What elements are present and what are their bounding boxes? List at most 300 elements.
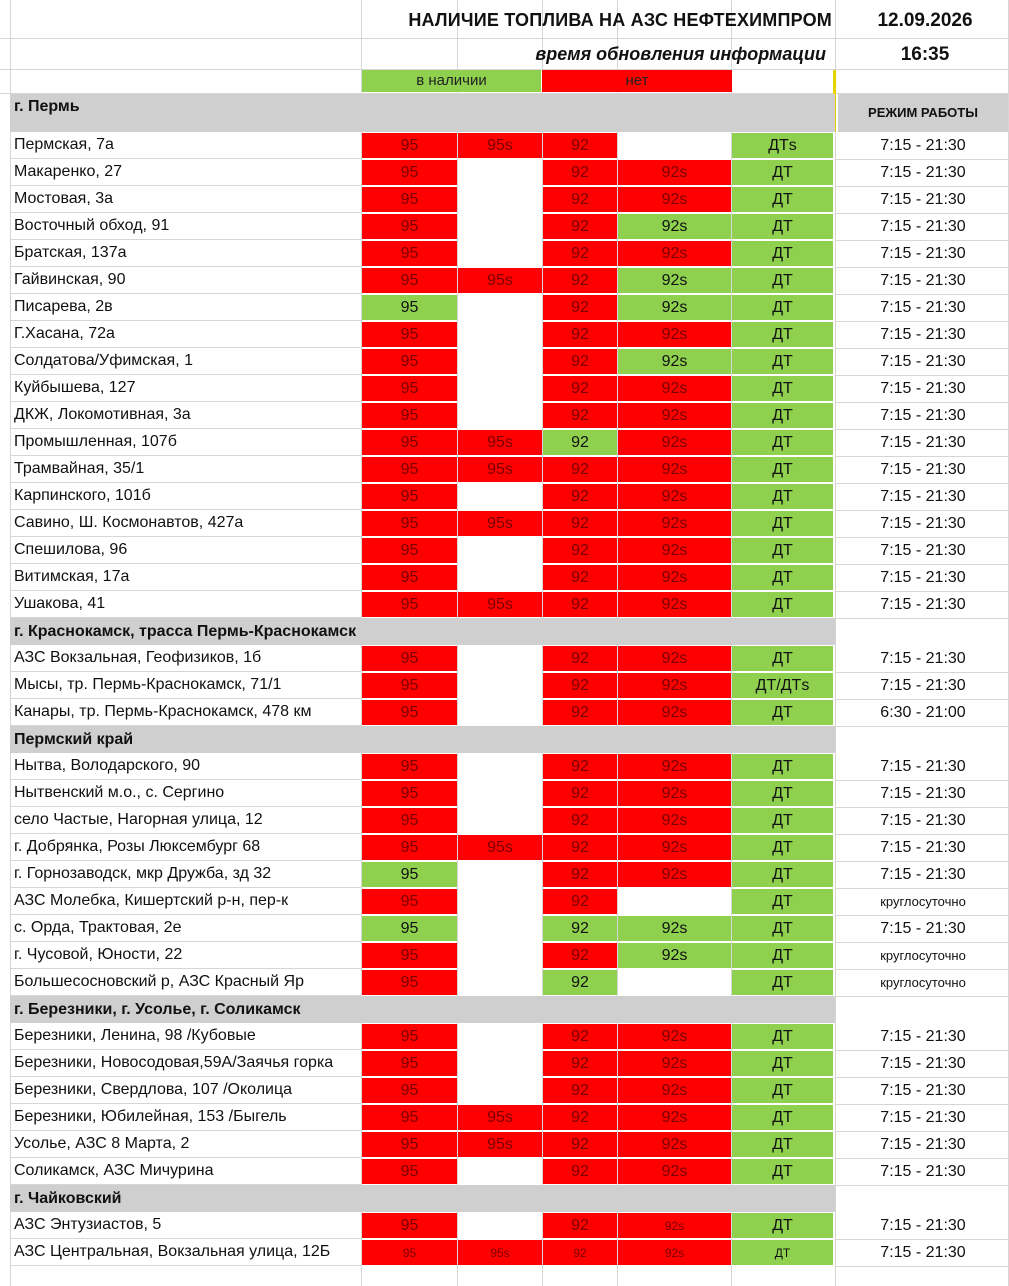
fuel-95s-cell	[458, 214, 542, 239]
grid-row-line	[835, 1185, 1009, 1186]
station-row	[10, 402, 835, 429]
working-hours: 7:15 - 21:30	[880, 1081, 966, 1099]
station-name: Витимская, 17а	[10, 564, 361, 591]
fuel-95s-cell	[458, 295, 542, 320]
fuel-92-cell: 92	[543, 268, 617, 293]
fuel-92s-cell: 92s	[618, 1132, 731, 1157]
working-hours: 7:15 - 21:30	[880, 649, 966, 667]
station-name: Макаренко, 27	[10, 159, 361, 186]
fuel-95-cell: 95	[362, 943, 457, 968]
fuel-95s-cell: 95s	[458, 592, 542, 617]
working-hours: 7:15 - 21:30	[880, 1135, 966, 1153]
fuel-dt-cell: ДТ	[732, 241, 833, 266]
grid-row-line	[835, 996, 1009, 997]
working-hours: круглосуточно	[880, 948, 966, 963]
fuel-92-cell: 92	[543, 970, 617, 995]
working-hours: 7:15 - 21:30	[880, 1054, 966, 1072]
station-row	[10, 213, 835, 240]
station-name: Промышленная, 107б	[10, 429, 361, 456]
fuel-dt-cell: ДТ	[732, 349, 833, 374]
working-hours: 7:15 - 21:30	[880, 244, 966, 262]
fuel-92s-cell: 92s	[618, 943, 731, 968]
fuel-dt-cell: ДТ	[732, 484, 833, 509]
fuel-95-cell: 95	[362, 484, 457, 509]
working-hours: 7:15 - 21:30	[880, 568, 966, 586]
fuel-92s-cell: 92s	[618, 835, 731, 860]
station-name: г. Горнозаводск, мкр Дружба, зд 32	[10, 861, 361, 888]
station-row	[10, 564, 835, 591]
fuel-92s-cell: 92s	[618, 403, 731, 428]
grid-row-line	[835, 1266, 1009, 1267]
station-row	[10, 969, 835, 996]
station-row	[10, 780, 835, 807]
fuel-92s-cell: 92s	[618, 457, 731, 482]
station-name: с. Орда, Трактовая, 2е	[10, 915, 361, 942]
fuel-dt-cell: ДТ	[732, 646, 833, 671]
fuel-92-cell: 92	[543, 781, 617, 806]
grid-row-line	[0, 38, 1009, 39]
working-hours: 7:15 - 21:30	[880, 541, 966, 559]
fuel-dt-cell: ДТ/ДТs	[732, 673, 833, 698]
fuel-92-cell: 92	[543, 1240, 617, 1265]
fuel-95s-cell	[458, 916, 542, 941]
fuel-92s-cell: 92s	[618, 646, 731, 671]
working-hours: 7:15 - 21:30	[880, 919, 966, 937]
working-hours: 7:15 - 21:30	[880, 163, 966, 181]
fuel-dt-cell: ДТ	[732, 430, 833, 455]
fuel-92-cell: 92	[543, 889, 617, 914]
fuel-92-cell: 92	[543, 511, 617, 536]
station-name: Большесосновский р, АЗС Красный Яр	[10, 969, 361, 996]
working-hours: 6:30 - 21:00	[880, 703, 966, 721]
fuel-95s-cell	[458, 1024, 542, 1049]
station-name: Солдатова/Уфимская, 1	[10, 348, 361, 375]
working-hours: круглосуточно	[880, 975, 966, 990]
fuel-92-cell: 92	[543, 808, 617, 833]
station-name: г. Добрянка, Розы Люксембург 68	[10, 834, 361, 861]
fuel-92-cell: 92	[543, 862, 617, 887]
fuel-dt-cell: ДТ	[732, 889, 833, 914]
grid-row-line	[835, 726, 1009, 727]
fuel-95s-cell	[458, 1213, 542, 1238]
fuel-95s-cell	[458, 862, 542, 887]
fuel-95-cell: 95	[362, 1240, 457, 1265]
fuel-92-cell: 92	[543, 673, 617, 698]
station-name: Нытва, Володарского, 90	[10, 753, 361, 780]
fuel-92-cell: 92	[543, 322, 617, 347]
fuel-95-cell: 95	[362, 862, 457, 887]
fuel-95s-cell	[458, 538, 542, 563]
fuel-92s-cell: 92s	[618, 565, 731, 590]
fuel-92-cell: 92	[543, 214, 617, 239]
fuel-dt-cell: ДТ	[732, 1159, 833, 1184]
fuel-dt-cell: ДТ	[732, 268, 833, 293]
fuel-92s-cell: 92s	[618, 214, 731, 239]
fuel-92s-cell: 92s	[618, 592, 731, 617]
station-row	[10, 510, 835, 537]
fuel-95s-cell	[458, 403, 542, 428]
station-row	[10, 321, 835, 348]
fuel-92s-cell: 92s	[618, 1240, 731, 1265]
working-hours: 7:15 - 21:30	[880, 325, 966, 343]
fuel-92-cell: 92	[543, 295, 617, 320]
fuel-95s-cell	[458, 943, 542, 968]
station-name: Восточный обход, 91	[10, 213, 361, 240]
region-header: г. Краснокамск, трасса Пермь-Краснокамск	[10, 618, 835, 645]
working-hours: круглосуточно	[880, 894, 966, 909]
fuel-95s-cell	[458, 673, 542, 698]
fuel-dt-cell: ДТ	[732, 781, 833, 806]
fuel-95-cell: 95	[362, 808, 457, 833]
fuel-92-cell: 92	[543, 187, 617, 212]
fuel-dt-cell: ДТ	[732, 808, 833, 833]
station-name: Мысы, тр. Пермь-Краснокамск, 71/1	[10, 672, 361, 699]
station-name: Усолье, АЗС 8 Марта, 2	[10, 1131, 361, 1158]
fuel-95s-cell	[458, 484, 542, 509]
fuel-dt-cell: ДТ	[732, 754, 833, 779]
station-name: АЗС Центральная, Вокзальная улица, 12Б	[10, 1239, 361, 1266]
fuel-dt-cell: ДТ	[732, 943, 833, 968]
fuel-95s-cell	[458, 700, 542, 725]
region-header: г. Чайковский	[10, 1185, 835, 1212]
fuel-95s-cell: 95s	[458, 511, 542, 536]
fuel-95-cell: 95	[362, 187, 457, 212]
station-name: АЗС Энтузиастов, 5	[10, 1212, 361, 1239]
working-hours: 7:15 - 21:30	[880, 676, 966, 694]
working-hours: 7:15 - 21:30	[880, 271, 966, 289]
fuel-92s-cell: 92s	[618, 376, 731, 401]
fuel-95s-cell	[458, 781, 542, 806]
fuel-dt-cell: ДТ	[732, 916, 833, 941]
fuel-95-cell: 95	[362, 646, 457, 671]
fuel-95-cell: 95	[362, 592, 457, 617]
fuel-92-cell: 92	[543, 565, 617, 590]
fuel-95-cell: 95	[362, 1105, 457, 1130]
fuel-dt-cell: ДТ	[732, 700, 833, 725]
fuel-95-cell: 95	[362, 376, 457, 401]
fuel-95-cell: 95	[362, 403, 457, 428]
fuel-92s-cell	[618, 889, 731, 914]
working-hours: 7:15 - 21:30	[880, 406, 966, 424]
fuel-92s-cell: 92s	[618, 916, 731, 941]
station-name: Карпинского, 101б	[10, 483, 361, 510]
fuel-92s-cell: 92s	[618, 430, 731, 455]
fuel-95s-cell: 95s	[458, 1132, 542, 1157]
fuel-92s-cell: 92s	[618, 295, 731, 320]
update-date: 12.09.2026	[877, 10, 973, 31]
station-row	[10, 672, 835, 699]
station-row	[10, 699, 835, 726]
fuel-dt-cell: ДТ	[732, 835, 833, 860]
fuel-95s-cell: 95s	[458, 457, 542, 482]
station-name: Мостовая, 3а	[10, 186, 361, 213]
fuel-dt-cell: ДТ	[732, 1105, 833, 1130]
fuel-92s-cell: 92s	[618, 511, 731, 536]
fuel-92-cell: 92	[543, 700, 617, 725]
station-name: Березники, Свердлова, 107 /Околица	[10, 1077, 361, 1104]
fuel-92s-cell: 92s	[618, 754, 731, 779]
update-time-label: время обновления информации	[535, 44, 826, 64]
fuel-92-cell: 92	[543, 484, 617, 509]
station-name: Березники, Юбилейная, 153 /Быгель	[10, 1104, 361, 1131]
fuel-dt-cell: ДТ	[732, 1213, 833, 1238]
fuel-95s-cell: 95s	[458, 133, 542, 158]
station-row	[10, 1158, 835, 1185]
fuel-dt-cell: ДТ	[732, 1051, 833, 1076]
fuel-95-cell: 95	[362, 1051, 457, 1076]
station-row	[10, 267, 835, 294]
fuel-95-cell: 95	[362, 1159, 457, 1184]
fuel-92-cell: 92	[543, 1078, 617, 1103]
fuel-dt-cell: ДТ	[732, 295, 833, 320]
fuel-92s-cell: 92s	[618, 1213, 731, 1238]
working-hours: 7:15 - 21:30	[880, 757, 966, 775]
fuel-95-cell: 95	[362, 133, 457, 158]
station-row	[10, 294, 835, 321]
station-row	[10, 834, 835, 861]
working-hours: 7:15 - 21:30	[880, 1243, 966, 1261]
fuel-92-cell: 92	[543, 133, 617, 158]
fuel-92s-cell: 92s	[618, 781, 731, 806]
working-hours: 7:15 - 21:30	[880, 1108, 966, 1126]
station-row	[10, 240, 835, 267]
fuel-dt-cell: ДТ	[732, 1240, 833, 1265]
station-row	[10, 429, 835, 456]
station-row	[10, 915, 835, 942]
fuel-92-cell: 92	[543, 403, 617, 428]
legend-available: в наличии	[362, 70, 541, 92]
working-hours: 7:15 - 21:30	[880, 487, 966, 505]
station-name: Ушакова, 41	[10, 591, 361, 618]
fuel-dt-cell: ДТ	[732, 970, 833, 995]
fuel-92s-cell: 92s	[618, 862, 731, 887]
fuel-92s-cell: 92s	[618, 1159, 731, 1184]
station-name: Гайвинская, 90	[10, 267, 361, 294]
station-row	[10, 456, 835, 483]
fuel-95s-cell	[458, 646, 542, 671]
fuel-92s-cell: 92s	[618, 268, 731, 293]
working-hours: 7:15 - 21:30	[880, 1162, 966, 1180]
fuel-95-cell: 95	[362, 781, 457, 806]
fuel-95-cell: 95	[362, 322, 457, 347]
fuel-92-cell: 92	[543, 916, 617, 941]
fuel-92-cell: 92	[543, 646, 617, 671]
fuel-dt-cell: ДТ	[732, 214, 833, 239]
fuel-95-cell: 95	[362, 889, 457, 914]
fuel-95-cell: 95	[362, 1024, 457, 1049]
fuel-95-cell: 95	[362, 538, 457, 563]
fuel-92s-cell: 92s	[618, 187, 731, 212]
working-hours: 7:15 - 21:30	[880, 811, 966, 829]
station-name: Пермская, 7а	[10, 132, 361, 159]
fuel-95s-cell	[458, 322, 542, 347]
fuel-92s-cell: 92s	[618, 673, 731, 698]
fuel-dt-cell: ДТ	[732, 1024, 833, 1049]
station-row	[10, 1023, 835, 1050]
fuel-95-cell: 95	[362, 970, 457, 995]
fuel-95s-cell: 95s	[458, 430, 542, 455]
region-header: Пермский край	[10, 726, 835, 753]
fuel-95s-cell	[458, 970, 542, 995]
station-row	[10, 942, 835, 969]
station-name: Березники, Ленина, 98 /Кубовые	[10, 1023, 361, 1050]
fuel-92s-cell: 92s	[618, 1078, 731, 1103]
station-name: Канары, тр. Пермь-Краснокамск, 478 км	[10, 699, 361, 726]
fuel-95-cell: 95	[362, 565, 457, 590]
fuel-95-cell: 95	[362, 295, 457, 320]
fuel-95-cell: 95	[362, 457, 457, 482]
working-hours: 7:15 - 21:30	[880, 865, 966, 883]
working-hours: 7:15 - 21:30	[880, 784, 966, 802]
station-row	[10, 132, 835, 159]
fuel-92s-cell: 92s	[618, 322, 731, 347]
update-time: 16:35	[900, 44, 950, 65]
station-name: АЗС Вокзальная, Геофизиков, 1б	[10, 645, 361, 672]
working-hours: 7:15 - 21:30	[880, 838, 966, 856]
station-row	[10, 159, 835, 186]
fuel-dt-cell: ДТ	[732, 457, 833, 482]
station-row	[10, 348, 835, 375]
fuel-92-cell: 92	[543, 349, 617, 374]
fuel-95s-cell: 95s	[458, 268, 542, 293]
fuel-92s-cell: 92s	[618, 1024, 731, 1049]
station-name: Соликамск, АЗС Мичурина	[10, 1158, 361, 1185]
fuel-92-cell: 92	[543, 754, 617, 779]
working-hours: 7:15 - 21:30	[880, 190, 966, 208]
fuel-dt-cell: ДТ	[732, 511, 833, 536]
fuel-95s-cell	[458, 889, 542, 914]
station-name: АЗС Молебка, Кишертский р-н, пер-к	[10, 888, 361, 915]
station-row	[10, 1077, 835, 1104]
fuel-95-cell: 95	[362, 214, 457, 239]
fuel-dt-cell: ДТ	[732, 1078, 833, 1103]
grid-column-line	[835, 0, 836, 1286]
station-row	[10, 1131, 835, 1158]
fuel-95s-cell: 95s	[458, 835, 542, 860]
fuel-95-cell: 95	[362, 268, 457, 293]
working-hours: 7:15 - 21:30	[880, 217, 966, 235]
station-name: Г.Хасана, 72а	[10, 321, 361, 348]
fuel-92-cell: 92	[543, 592, 617, 617]
fuel-95s-cell	[458, 808, 542, 833]
fuel-95s-cell	[458, 160, 542, 185]
fuel-95s-cell	[458, 1159, 542, 1184]
station-name: Куйбышева, 127	[10, 375, 361, 402]
fuel-95-cell: 95	[362, 160, 457, 185]
fuel-92s-cell	[618, 970, 731, 995]
fuel-95-cell: 95	[362, 1132, 457, 1157]
station-row	[10, 1212, 835, 1239]
fuel-95s-cell	[458, 376, 542, 401]
region-header: г. Пермь	[10, 94, 835, 132]
fuel-dt-cell: ДТ	[732, 187, 833, 212]
working-hours: 7:15 - 21:30	[880, 514, 966, 532]
fuel-dt-cell: ДТ	[732, 160, 833, 185]
station-row	[10, 753, 835, 780]
fuel-95-cell: 95	[362, 673, 457, 698]
fuel-95s-cell	[458, 565, 542, 590]
fuel-92s-cell: 92s	[618, 700, 731, 725]
station-row	[10, 645, 835, 672]
fuel-95-cell: 95	[362, 754, 457, 779]
region-header: г. Березники, г. Усолье, г. Соликамск	[10, 996, 835, 1023]
fuel-92-cell: 92	[543, 835, 617, 860]
fuel-95-cell: 95	[362, 1078, 457, 1103]
working-hours: 7:15 - 21:30	[880, 460, 966, 478]
fuel-92-cell: 92	[543, 376, 617, 401]
station-name: Братская, 137а	[10, 240, 361, 267]
station-name: Спешилова, 96	[10, 537, 361, 564]
fuel-92-cell: 92	[543, 160, 617, 185]
working-hours: 7:15 - 21:30	[880, 1027, 966, 1045]
station-name: Трамвайная, 35/1	[10, 456, 361, 483]
station-name: г. Чусовой, Юности, 22	[10, 942, 361, 969]
fuel-92s-cell	[618, 133, 731, 158]
working-hours: 7:15 - 21:30	[880, 298, 966, 316]
fuel-92s-cell: 92s	[618, 808, 731, 833]
fuel-92-cell: 92	[543, 943, 617, 968]
fuel-95-cell: 95	[362, 241, 457, 266]
fuel-92-cell: 92	[543, 1132, 617, 1157]
legend-unavailable: нет	[542, 70, 732, 92]
station-row	[10, 888, 835, 915]
fuel-92s-cell: 92s	[618, 160, 731, 185]
fuel-92s-cell: 92s	[618, 1051, 731, 1076]
fuel-92s-cell: 92s	[618, 349, 731, 374]
fuel-dt-cell: ДТ	[732, 403, 833, 428]
fuel-95s-cell	[458, 241, 542, 266]
working-hours-header: РЕЖИМ РАБОТЫ	[838, 94, 1008, 132]
fuel-95-cell: 95	[362, 349, 457, 374]
fuel-92-cell: 92	[543, 1051, 617, 1076]
working-hours: 7:15 - 21:30	[880, 1216, 966, 1234]
station-row	[10, 1239, 835, 1266]
page-title: НАЛИЧИЕ ТОПЛИВА НА АЗС НЕФТЕХИМПРОМ	[408, 10, 832, 30]
fuel-95-cell: 95	[362, 835, 457, 860]
fuel-95-cell: 95	[362, 511, 457, 536]
fuel-95s-cell: 95s	[458, 1105, 542, 1130]
station-name: Нытвенский м.о., с. Сергино	[10, 780, 361, 807]
fuel-92-cell: 92	[543, 1105, 617, 1130]
station-name: село Частые, Нагорная улица, 12	[10, 807, 361, 834]
fuel-92-cell: 92	[543, 1024, 617, 1049]
fuel-95-cell: 95	[362, 1213, 457, 1238]
fuel-95s-cell	[458, 754, 542, 779]
fuel-95-cell: 95	[362, 700, 457, 725]
fuel-dt-cell: ДТ	[732, 565, 833, 590]
station-row	[10, 375, 835, 402]
fuel-95s-cell: 95s	[458, 1240, 542, 1265]
station-row	[10, 861, 835, 888]
station-name: Савино, Ш. Космонавтов, 427а	[10, 510, 361, 537]
fuel-dt-cell: ДТ	[732, 592, 833, 617]
station-row	[10, 186, 835, 213]
fuel-92-cell: 92	[543, 430, 617, 455]
fuel-92-cell: 92	[543, 457, 617, 482]
fuel-95-cell: 95	[362, 430, 457, 455]
station-row	[10, 1104, 835, 1131]
station-row	[10, 1050, 835, 1077]
fuel-92-cell: 92	[543, 538, 617, 563]
fuel-dt-cell: ДТ	[732, 862, 833, 887]
fuel-92-cell: 92	[543, 1159, 617, 1184]
fuel-95s-cell	[458, 187, 542, 212]
fuel-92-cell: 92	[543, 1213, 617, 1238]
fuel-92s-cell: 92s	[618, 538, 731, 563]
station-row	[10, 537, 835, 564]
working-hours: 7:15 - 21:30	[880, 433, 966, 451]
grid-row-line	[835, 618, 1009, 619]
